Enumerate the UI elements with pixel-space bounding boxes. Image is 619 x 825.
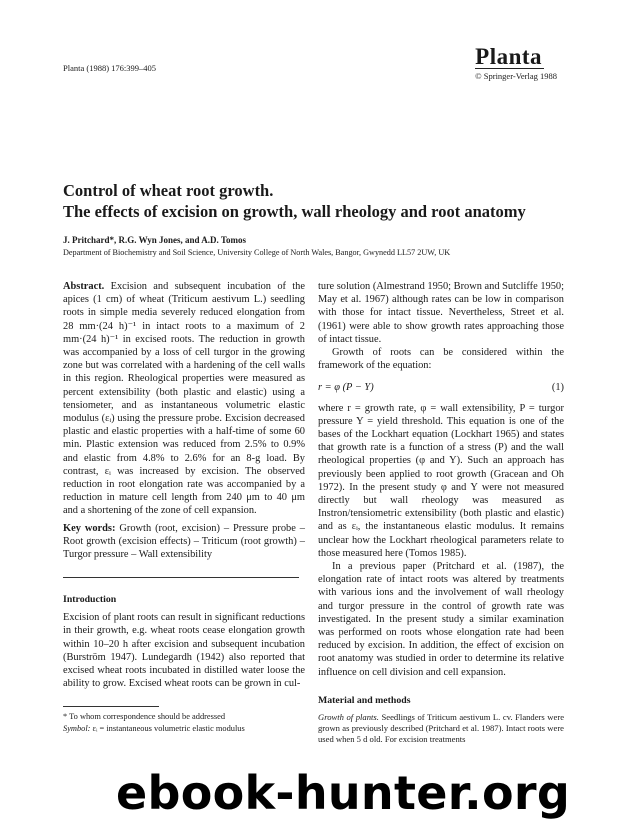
authors: J. Pritchard*, R.G. Wyn Jones, and A.D. Tomos (63, 235, 247, 245)
introduction-paragraph: Excision of plant roots can result in significant reductions in their growth, e.g. wheat roots cease elongation growth within 10–20 h after excision and subsequent incubation (Burström 1947). Lundegardh (1942) also reported that excised wheat roots incubated in distilled water loose the ability to grow. Excised wheat roots can be grown in cul- (63, 612, 305, 690)
methods-paragraph (318, 712, 564, 746)
journal-brand (475, 46, 557, 81)
abstract (63, 280, 305, 518)
title-line-1: Control of wheat root growth. (63, 181, 274, 200)
introduction-heading: Introduction (63, 594, 117, 606)
journal-logo: Planta (475, 44, 543, 69)
article-title (63, 180, 583, 222)
watermark: ebook-hunter.org (116, 766, 571, 820)
title-line-2: The effects of excision on growth, wall rheology and root anatomy (63, 202, 526, 221)
footnote-symbol (63, 723, 305, 735)
journal-reference: Planta (1988) 176:399–405 (63, 63, 157, 73)
right-column (318, 280, 564, 746)
section-divider (63, 577, 299, 578)
keywords (63, 522, 305, 562)
methods-text: Seedlings of Triticum aestivum L. cv. Flanders were grown as previously described (Pritchard et al. 1987). Intact roots were used when 5 d old. For excision treatments (318, 711, 565, 745)
methods-label: Growth of plants. (318, 711, 379, 722)
footnote-correspondence: * To whom correspondence should be addressed (63, 712, 226, 722)
methods-heading: Material and methods (318, 694, 411, 706)
equation (318, 381, 564, 394)
equation-explanation-paragraph: where r = growth rate, φ = wall extensibility, P = turgor pressure Y = yield threshold. This equation is one of the bases of the Lockhart equation (Lockhart 1965) and states that growth rate is a function of a stress (P) and the wall rheological properties (φ and Y). Such an approach has previously been applied to root growth (Gracean and Oh 1972). In the present study φ and Y were not measured directly but wall rheology was measured as Instron/tensiometric extensibility (both plastic and elastic) and as εᵢ, the instantaneous elastic modulus. It remains unclear how the Lockhart rheological parameters relate to those measured here (Tomos 1985). (318, 402, 564, 559)
footnote-symbol-label: Symbol: (63, 724, 91, 734)
footnote-symbol-text: εᵢ = instantaneous volumetric elastic modulus (90, 724, 245, 734)
keywords-text: Growth (root, excision) – Pressure probe – Root growth (excision effects) – Triticum (root growth) – Turgor pressure – Wall extensibility (63, 522, 305, 561)
footnote-divider (63, 706, 159, 707)
copyright-notice: © Springer-Verlag 1988 (475, 71, 557, 81)
equation-number: (1) (551, 382, 564, 394)
growth-paragraph: Growth of roots can be considered within the framework of the equation: (318, 347, 564, 372)
previous-paper-paragraph: In a previous paper (Pritchard et al. (1987), the elongation rate of intact roots was altered by treatments with various ions and the involvement of wall rheology and turgor pressure in the control of growth rate was investigated. In the present study a similar examination was performed on roots whose elongation rate had been reduced by excision. In addition, the effect of excision on root anatomy was studied in order to determine its relative influence on cell division and cell expansion. (318, 561, 564, 678)
abstract-label: Abstract. (63, 281, 105, 292)
abstract-text: Excision and subsequent incubation of the apices (1 cm) of wheat (Triticum aestivum L.) seedling roots in simple media severely reduced elongation from 28 mm·(24 h)⁻¹ in intact roots to a maximum of 2 mm·(24 h)⁻¹ in excised roots. The reduction in growth was accompanied by a loss of cell turgor in the growing zone but was correlated with a hardening of the cell walls in this region. Rheological properties were measured as percent extensibility (both plastic and elastic) using a tensiometer, and as instantaneous volumetric elastic modulus (εᵢ) using the pressure probe. Excision decreased plastic and elastic properties with a half-time of some 60 min. Plastic extension was reduced from 2.5% to 0.9% and elastic from 4.8% to 2.6% for an 8-g load. By contrast, εᵢ was increased by excision. The observed reduction in root elongation rate was accompanied by a reduction in mature cell length from 240 μm to 40 μm and a shortening of the zone of cell expansion. (63, 281, 305, 517)
left-column (63, 280, 305, 735)
intro-continued-paragraph: ture solution (Almestrand 1950; Brown and Sutcliffe 1950; May et al. 1967) although rates can be low in comparison with those for intact tissue. Nevertheless, Street et al. (1961) were able to show growth rates approaching those of intact tissue. (318, 281, 564, 345)
equation-body: r = φ (P − Y) (318, 382, 374, 394)
affiliation: Department of Biochemistry and Soil Science, University College of North Wales, Bangor, Gwynedd LL57 2UW, UK (63, 248, 451, 257)
keywords-label: Key words: (63, 522, 116, 534)
